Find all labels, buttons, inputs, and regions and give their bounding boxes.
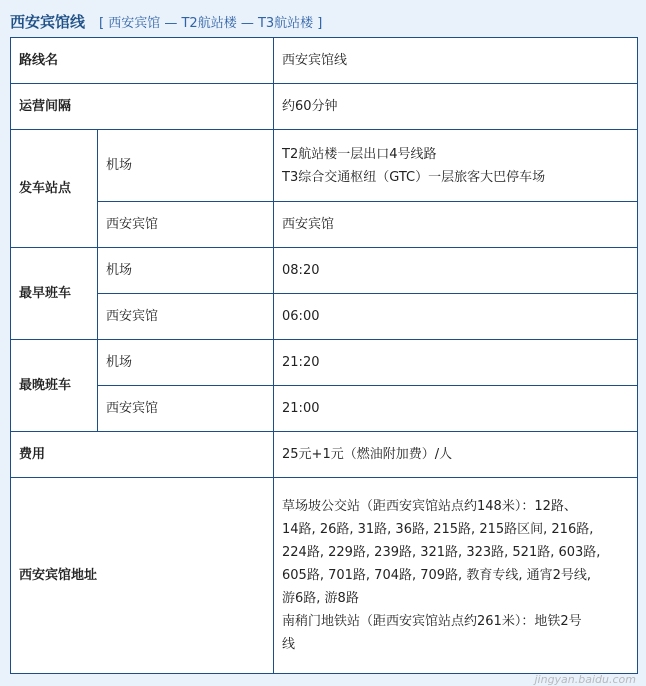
latest-hotel-label: 西安宾馆: [98, 386, 274, 432]
address-value: [274, 478, 638, 674]
fee-value: 25元+1元（燃油附加费）/人: [274, 432, 638, 478]
table-row: [11, 38, 638, 84]
earliest-hotel-value: 06:00: [274, 294, 638, 340]
route-summary: [ 西安宾馆 — T2航站楼 — T3航站楼 ]: [99, 15, 323, 31]
address-label: 西安宾馆地址: [11, 478, 274, 674]
latest-label: 最晚班车: [11, 340, 98, 432]
earliest-label: 最早班车: [11, 248, 98, 340]
departure-airport-line: T3综合交通枢纽（GTC）一层旅客大巴停车场: [282, 169, 546, 185]
metro-stop-info: [282, 610, 629, 656]
fee-label: 费用: [11, 432, 274, 478]
address-line: 605路, 701路, 704路, 709路, 教育专线, 通宵2号线,: [282, 568, 591, 583]
table-row: [11, 84, 638, 130]
page-title: 西安宾馆线: [10, 12, 86, 31]
address-line: 南稍门地铁站（距西安宾馆站点约261米）：地铁2号: [282, 614, 582, 629]
departure-airport-line: T2航站楼一层出口4号线路: [282, 146, 437, 162]
earliest-airport-value: 08:20: [274, 248, 638, 294]
route-name-label: 路线名: [11, 38, 274, 84]
table-row: [11, 202, 638, 248]
earliest-hotel-label: 西安宾馆: [98, 294, 274, 340]
interval-label: 运营间隔: [11, 84, 274, 130]
address-line: 草场坡公交站（距西安宾馆站点约148米）：12路、: [282, 499, 577, 514]
address-line: 游6路, 游8路: [282, 591, 359, 606]
latest-hotel-value: 21:00: [274, 386, 638, 432]
departure-hotel-value: 西安宾馆: [274, 202, 638, 248]
watermark: jingyan.baidu.com: [534, 673, 636, 686]
table-row: [11, 130, 638, 202]
table-row: [11, 432, 638, 478]
bus-stop-info: [282, 495, 629, 610]
address-line: 线: [282, 637, 296, 652]
departure-hotel-label: 西安宾馆: [98, 202, 274, 248]
departure-airport-value: [274, 130, 638, 202]
table-row: [11, 340, 638, 386]
address-line: 14路, 26路, 31路, 36路, 215路, 215路区间, 216路,: [282, 522, 594, 537]
latest-airport-label: 机场: [98, 340, 274, 386]
earliest-airport-label: 机场: [98, 248, 274, 294]
departure-label: 发车站点: [11, 130, 98, 248]
bus-info-table: [10, 37, 638, 674]
interval-value: 约60分钟: [274, 84, 638, 130]
page-header: [10, 6, 322, 36]
address-line: 224路, 229路, 239路, 321路, 323路, 521路, 603路,: [282, 545, 601, 560]
table-row: [11, 248, 638, 294]
table-row: [11, 294, 638, 340]
table-row: [11, 386, 638, 432]
route-name-value: 西安宾馆线: [274, 38, 638, 84]
latest-airport-value: 21:20: [274, 340, 638, 386]
table-row: [11, 478, 638, 674]
departure-airport-label: 机场: [98, 130, 274, 202]
